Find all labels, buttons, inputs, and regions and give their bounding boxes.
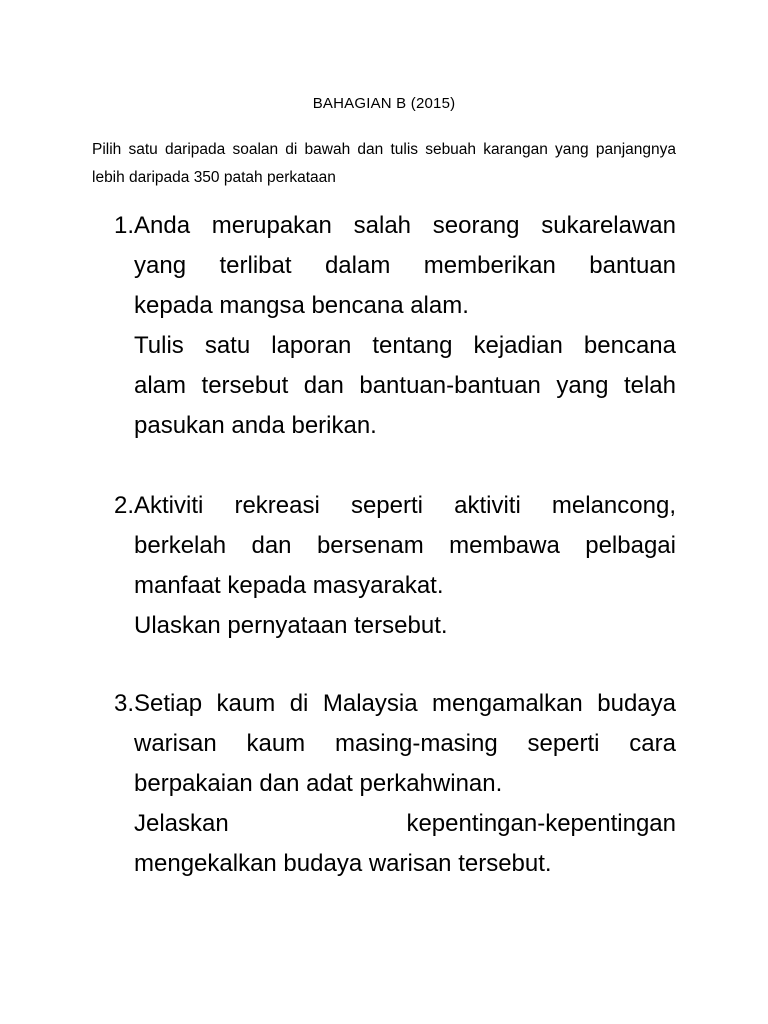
question-item-2: [96, 486, 676, 646]
page-title: BAHAGIAN B (2015): [312, 95, 456, 112]
question-line: pasukan anda berikan.: [134, 412, 377, 439]
question-line: berkelah dan bersenam membawa pelbagai: [134, 532, 676, 559]
question-body: [134, 684, 676, 884]
question-line: manfaat kepada masyarakat.: [134, 572, 444, 599]
question-item-1: [96, 206, 676, 446]
instruction-text: Pilih satu daripada soalan di bawah dan tulis sebuah karangan yang panjangnya lebih daripada 350 patah perkataan: [92, 141, 676, 186]
question-line: Aktiviti rekreasi seperti aktiviti melancong,: [134, 492, 676, 519]
question-number: 1.: [114, 212, 135, 239]
question-line: Jelaskan kepentingan-kepentingan: [134, 810, 676, 837]
question-line: alam tersebut dan bantuan-bantuan yang telah: [134, 372, 676, 399]
question-item-3: [96, 684, 676, 884]
question-line: Tulis satu laporan tentang kejadian bencana: [134, 332, 676, 359]
question-line: Ulaskan pernyataan tersebut.: [134, 612, 448, 639]
question-line: warisan kaum masing-masing seperti cara: [134, 730, 676, 757]
question-line: mengekalkan budaya warisan tersebut.: [134, 850, 552, 877]
question-body: [134, 206, 676, 446]
question-line: Anda merupakan salah seorang sukarelawan: [134, 212, 676, 239]
question-number: 2.: [114, 492, 135, 519]
question-number: 3.: [114, 690, 135, 717]
question-line: berpakaian dan adat perkahwinan.: [134, 770, 503, 797]
question-line: yang terlibat dalam memberikan bantuan: [134, 252, 676, 279]
question-body: [134, 486, 676, 646]
question-line: kepada mangsa bencana alam.: [134, 292, 469, 319]
question-line: Setiap kaum di Malaysia mengamalkan budaya: [134, 690, 676, 717]
